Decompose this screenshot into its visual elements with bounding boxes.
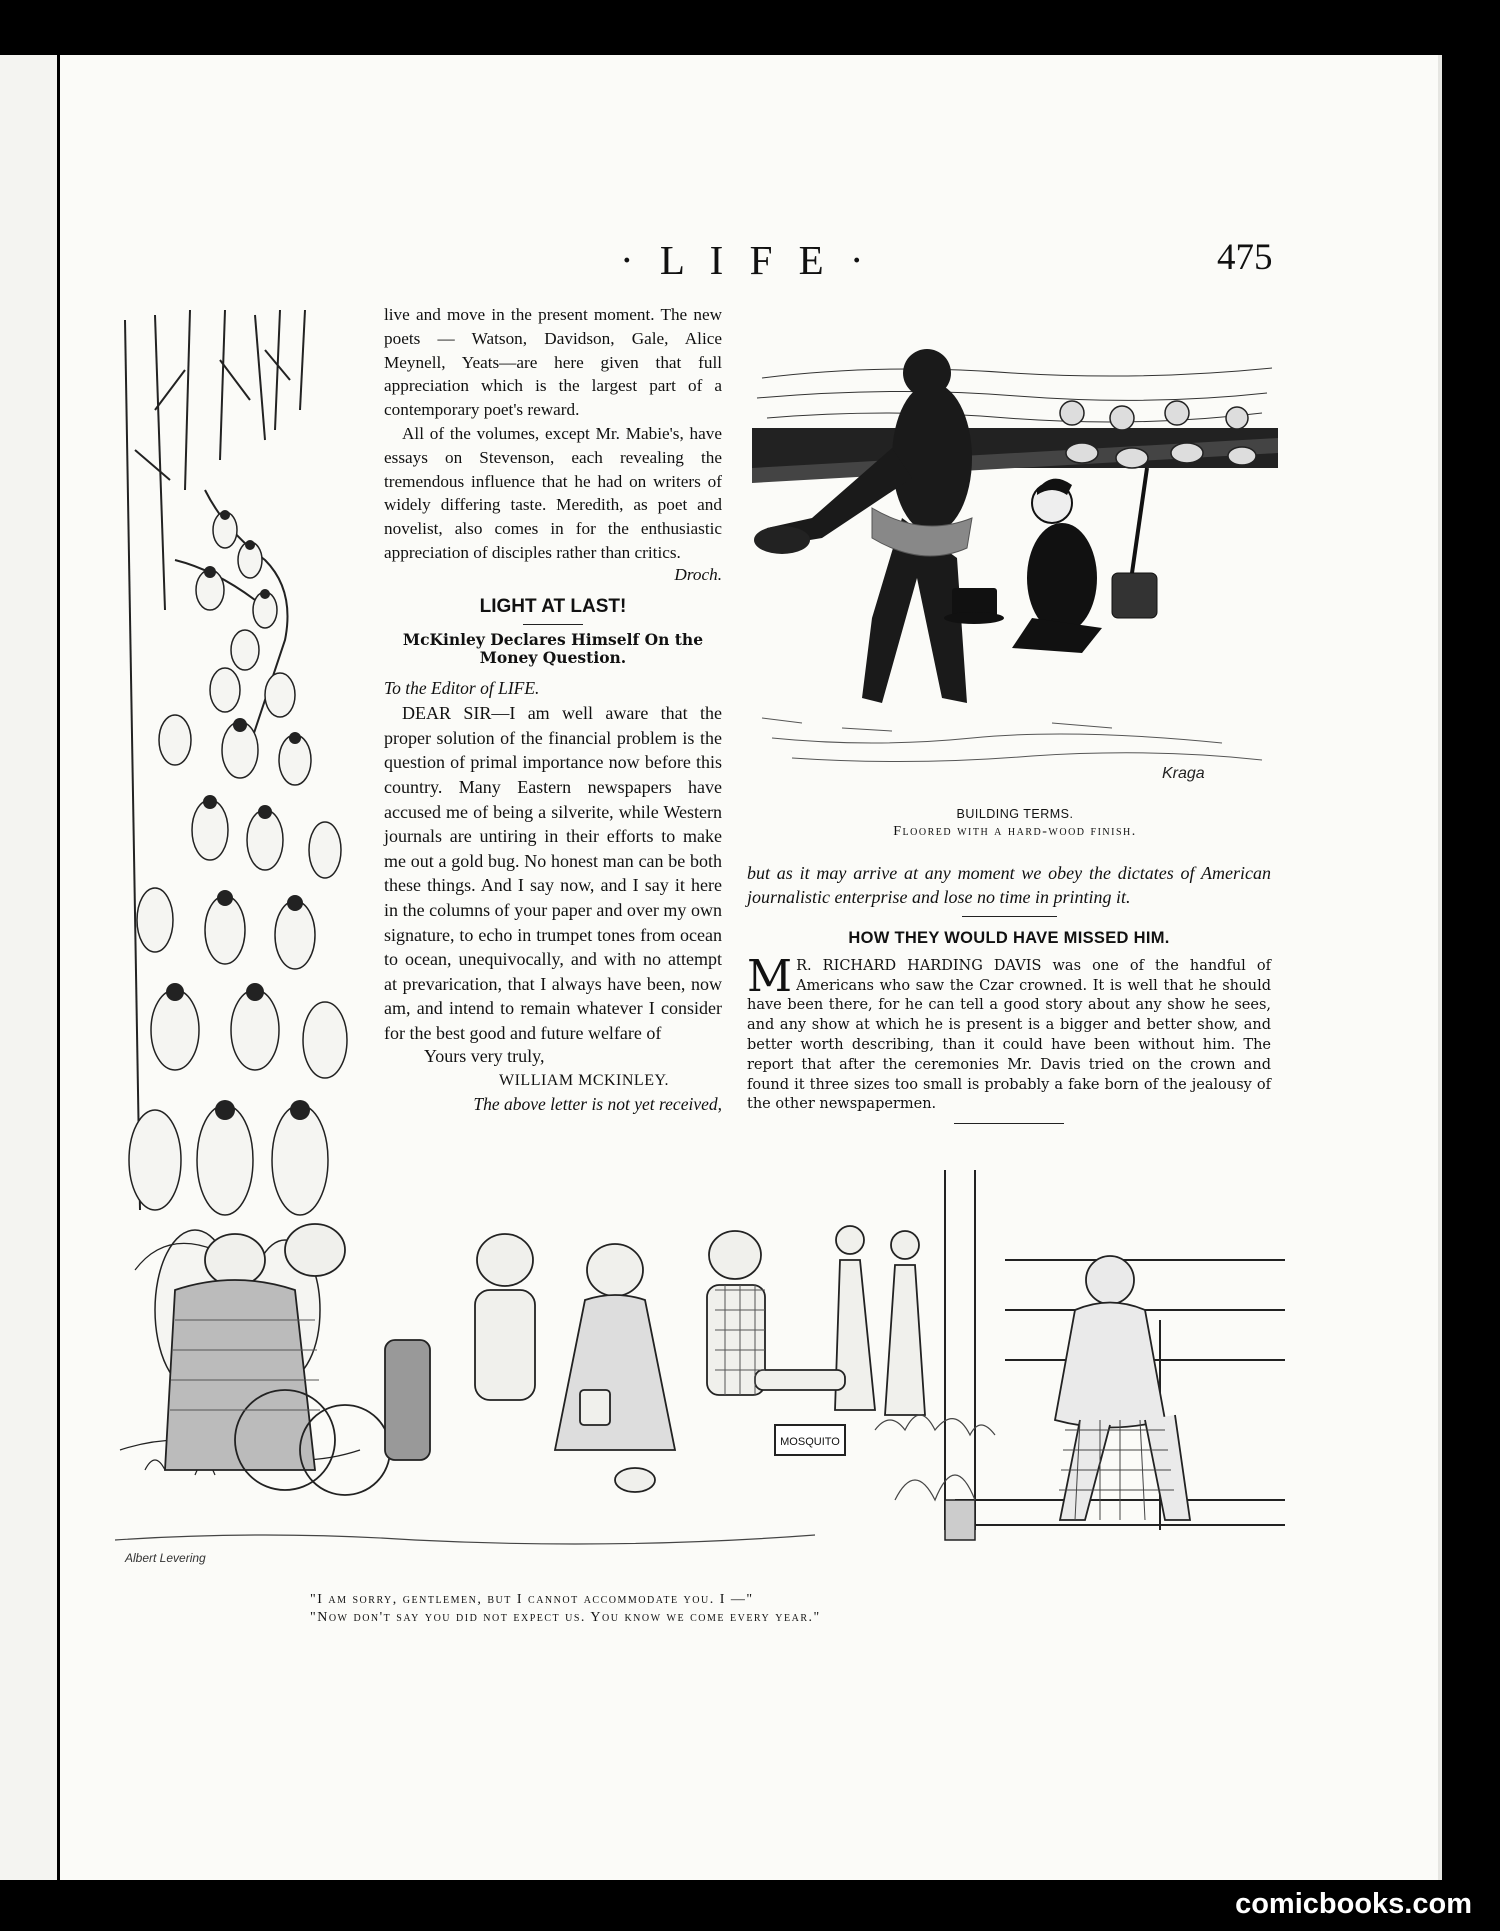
hotel-cartoon-caption-line-2: "Now don't say you did not expect us. You know we come every year." [310, 1610, 821, 1625]
building-terms-artist-signature: Kraga [1162, 765, 1205, 782]
mosquito-luggage-sign: MOSQUITO [780, 1436, 840, 1448]
site-watermark: comicbooks.com [1235, 1888, 1472, 1920]
building-terms-cartoon [752, 318, 1278, 796]
building-terms-caption-subtitle: Floored with a hard-wood finish. [893, 824, 1137, 839]
article-one-signature: Droch. [674, 564, 722, 584]
adjacent-page-edge [0, 55, 57, 1880]
page-number: 475 [1217, 237, 1273, 278]
page-edge [1438, 55, 1442, 1880]
article-three-title: HOW THEY WOULD HAVE MISSED HIM. [848, 929, 1170, 947]
article-two-body: DEAR SIR—I am well aware that the proper solution of the financial problem is the question of primal importance now before this country. Many Eastern newspapers have accused me of being a silverite, while Western journals are untiring in their efforts to make me out a gold bug. No honest man can be both these things. And I say now, and I say it here in the columns of your paper and over my own signature, to echo in trumpet tones from ocean to ocean, unequivocally, and with no attempt at prevarication, that I always have been, now am, and intend to remain whatever I consider for the best good and future welfare of [384, 703, 722, 1043]
article-one-paragraph-2: All of the volumes, except Mr. Mabie's, have essays on Stevenson, each revealing the tremendous influence that he had on writers of widely differing taste. Meredith, as poet and novelist, also comes in for the enthusiastic appreciation of disciples rather than critics. [384, 423, 722, 562]
building-terms-caption-title: BUILDING TERMS. [956, 807, 1074, 821]
hotel-guests-cartoon [115, 1170, 1285, 1570]
hotel-cartoon-artist-signature: Albert Levering [125, 1551, 206, 1565]
column-right [747, 861, 1271, 1130]
divider [954, 1123, 1064, 1124]
article-three-drop-cap: M [747, 950, 793, 1002]
article-two-title: LIGHT AT LAST! [479, 595, 627, 617]
article-one-paragraph-1: live and move in the present moment. The new poets — Watson, Davidson, Gale, Alice Meynell, Yeats—are here given that full appreciation which is the largest part of a contemporary poet's reward. [384, 305, 722, 420]
article-two-signer: WILLIAM MCKINLEY. [499, 1072, 669, 1090]
column-left [384, 303, 722, 1117]
article-two-salutation: To the Editor of LIFE. [384, 678, 540, 699]
article-three-body: R. RICHARD HARDING DAVIS was one of the handful of Americans who saw the Czar crowned. It is well that he should have been there, for he can tell a good story about any show he sees, and any show at which he is present is a bigger and better show, and better worth describing, than it could have been without him. The report that after the ceremonies Mr. Davis tried on the crown and found it three sizes too small is probably a fake born of the jealousy of the other newspapermen. [747, 957, 1271, 1113]
hotel-cartoon-caption-line-1: "I am sorry, gentlemen, but I cannot accommodate you. I —" [310, 1592, 754, 1607]
article-two-subtitle: McKinley Declares Himself On the Money Question. [402, 630, 704, 668]
magazine-title: · L I F E · [620, 237, 872, 283]
article-two-note-part-two: but as it may arrive at any moment we obey the dictates of American journalistic enterprise and lose no time in printing it. [747, 863, 1271, 907]
article-two-closing: Yours very truly, [424, 1046, 545, 1067]
divider [962, 916, 1057, 917]
divider [523, 624, 583, 625]
article-two-note-part-one: The above letter is not yet received, [473, 1094, 722, 1115]
